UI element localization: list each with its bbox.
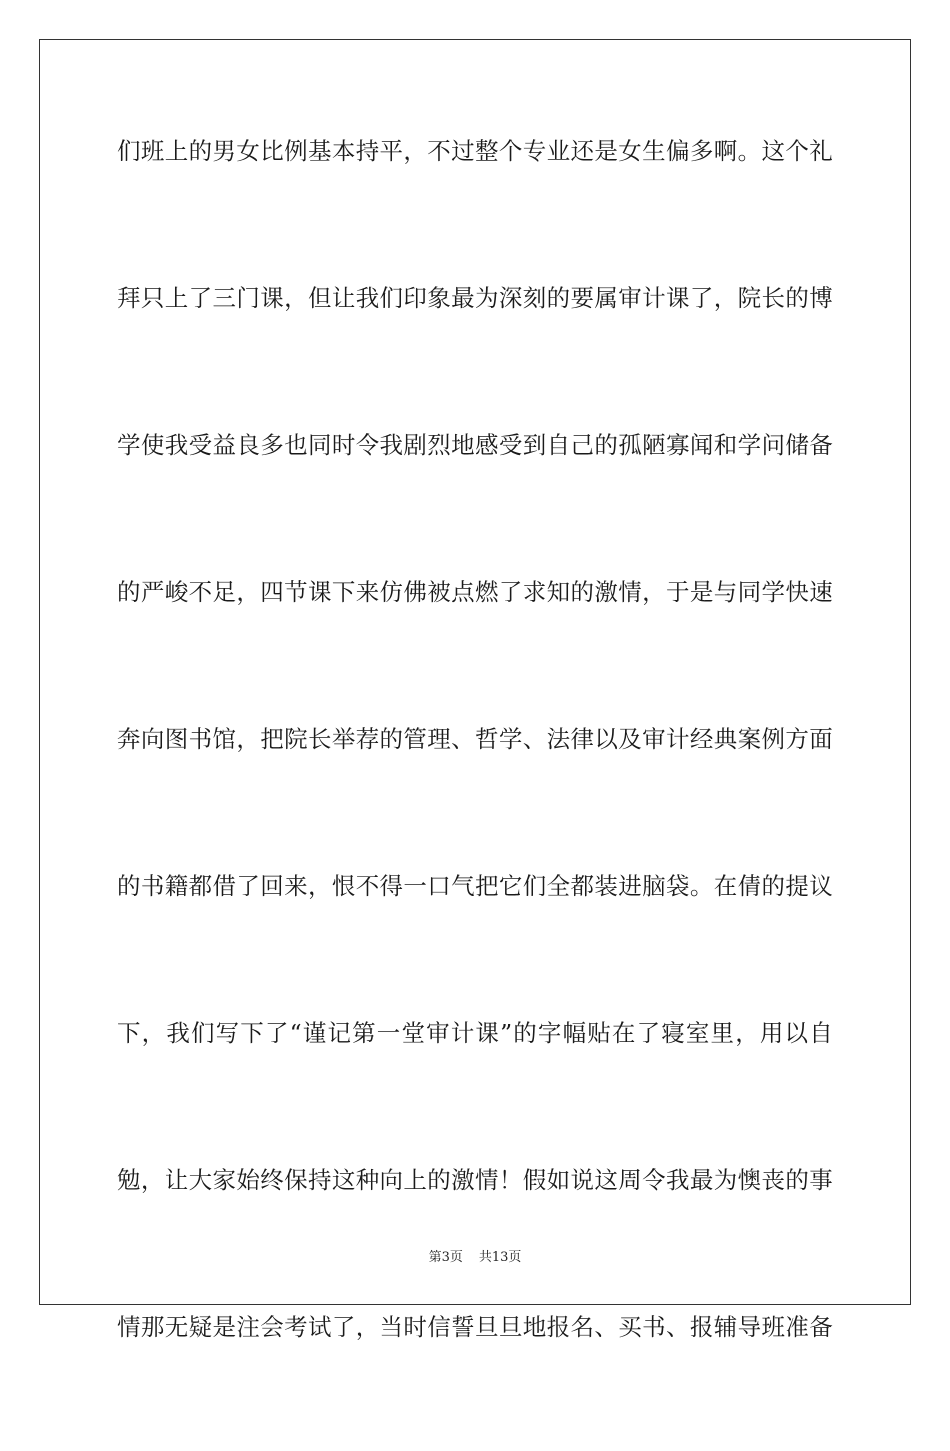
text-line-1: 们班上的男女比例基本持平，不过整个专业还是女生偏多啊。这个礼 <box>117 137 833 165</box>
page-footer <box>0 1246 950 1265</box>
total-pages: 共13页 <box>478 1250 522 1265</box>
text-line-6: 的书籍都借了回来，恨不得一口气把它们全都装进脑袋。在倩的提议 <box>117 872 833 900</box>
text-line-9: 情那无疑是注会考试了，当时信誓旦旦地报名、买书、报辅导班准备 <box>117 1313 833 1341</box>
text-line-2: 拜只上了三门课，但让我们印象最为深刻的要属审计课了，院长的博 <box>117 284 833 312</box>
text-line-7: 下，我们写下了“谨记第一堂审计课”的字幅贴在了寝室里，用以自 <box>117 1019 833 1047</box>
text-line-3: 学使我受益良多也同时令我剧烈地感受到自己的孤陋寡闻和学问储备 <box>117 431 833 459</box>
page-number: 第3页 <box>428 1250 463 1265</box>
text-line-5: 奔向图书馆，把院长举荐的管理、哲学、法律以及审计经典案例方面 <box>117 725 833 753</box>
text-line-4: 的严峻不足，四节课下来仿佛被点燃了求知的激情，于是与同学快速 <box>117 578 833 606</box>
text-line-8: 勉，让大家始终保持这种向上的激情！假如说这周令我最为懊丧的事 <box>117 1166 833 1194</box>
